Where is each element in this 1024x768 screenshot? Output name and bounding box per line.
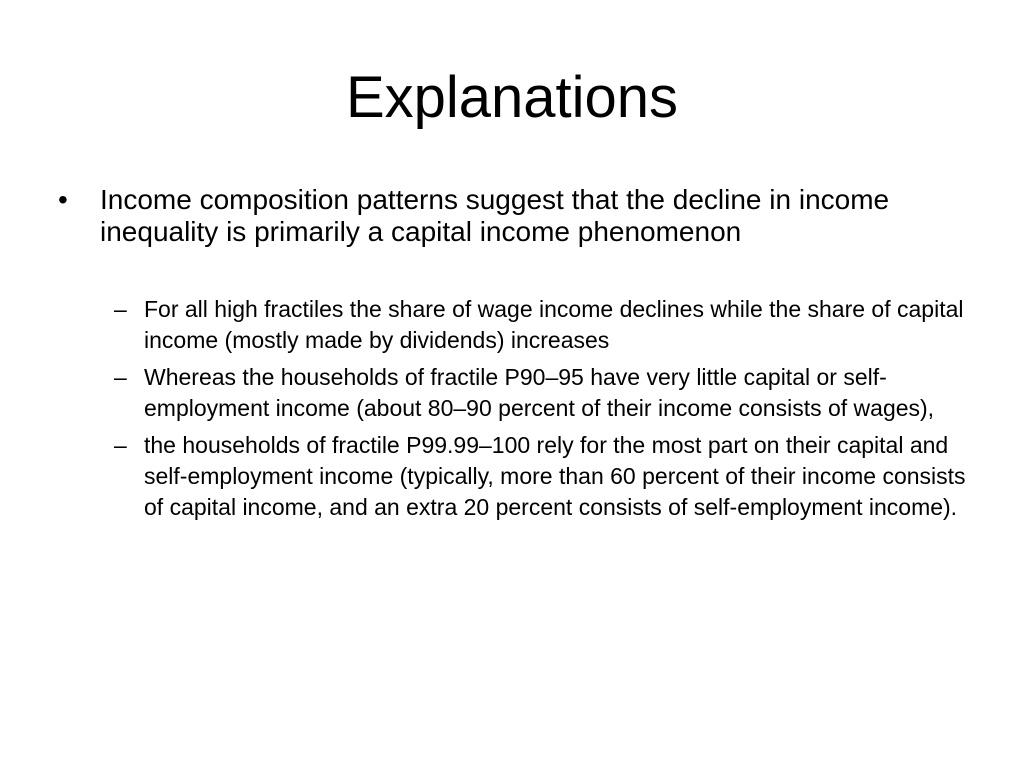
sub-bullet-text: Whereas the households of fractile P90–95 have very little capital or self-employment income (about 80–90 percent of their income consists of wages), [144,364,935,421]
sub-bullet-marker: – [114,432,127,458]
sub-bullet-marker: – [114,364,127,390]
sub-bullet [114,294,978,356]
main-bullet-text: Income composition patterns suggest that the decline in income inequality is primarily a capital income phenomenon [100,184,890,247]
sub-bullet [114,430,978,523]
sub-bullet [114,362,978,424]
sub-bullet-text: the households of fractile P99.99–100 rely for the most part on their capital and self-employment income (typically, more than 60 percent of their income consists of capital income, and an extra 20 percent consists of self-employment income). [144,432,966,520]
slide-title: Explanations [345,65,679,130]
main-bullet [58,184,978,523]
bullet-marker: • [58,184,68,215]
sub-bullet-text: For all high fractiles the share of wage income declines while the share of capital income (mostly made by dividends) increases [144,296,964,353]
sub-bullet-marker: – [114,296,127,322]
bullet-list [58,184,978,529]
sub-bullet-list [100,294,978,523]
